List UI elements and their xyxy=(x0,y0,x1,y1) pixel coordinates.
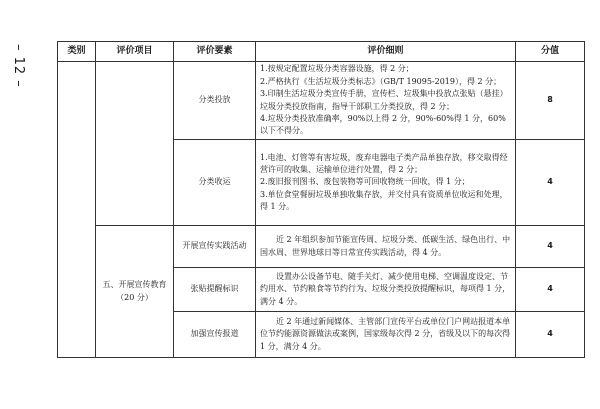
detail-line: 2.废旧报刊图书、废包装物等可回收物统一回收，得 1 分； xyxy=(260,177,470,187)
detail-line: 1.电池、灯管等有害垃圾，废弃电器电子类产品单独存放，移交取得经营许可的收集、运输单位进行处置，得 2 分； xyxy=(260,152,508,174)
header-score: 分值 xyxy=(516,42,585,62)
table-row xyxy=(58,226,585,268)
detail-cell xyxy=(256,62,516,140)
score-cell: 4 xyxy=(516,312,585,358)
item-cell: 五、开展宣传教育（20 分） xyxy=(96,226,174,358)
header-element: 评价要素 xyxy=(174,42,256,62)
element-cell: 张贴提醒标识 xyxy=(174,268,256,312)
detail-cell: 近 2 年通过新闻媒体、主管部门宣传平台或单位门户网站报道本单位节约能源资源做法或案例，国家级每次得 2 分，省级及以下的每次得 1 分，满分 4 分。 xyxy=(256,312,516,358)
page-number: – 12 – xyxy=(11,44,26,88)
detail-cell xyxy=(256,140,516,226)
detail-line: 4.垃圾分类投放准确率，90%以上得 2 分，90%-60%得 1 分，60%以下不得分。 xyxy=(260,113,506,136)
score-cell: 4 xyxy=(516,268,585,312)
header-row xyxy=(58,42,585,62)
evaluation-table xyxy=(57,41,585,358)
detail-cell: 设置办公设备节电、随手关灯、减少使用电梯、空调温度设定、节约用水、节约粮食等节约行为、垃圾分类投放提醒标识，每项得 1 分，满分 4 分。 xyxy=(256,268,516,312)
item-cell-empty xyxy=(96,62,174,226)
element-cell: 加强宣传报道 xyxy=(174,312,256,358)
score-cell: 8 xyxy=(516,62,585,140)
score-cell: 4 xyxy=(516,226,585,268)
table-row xyxy=(58,62,585,140)
detail-line: 1.按规定配置垃圾分类容器设施，得 2 分； xyxy=(260,64,414,74)
category-cell xyxy=(58,62,96,358)
header-item: 评价项目 xyxy=(96,42,174,62)
detail-cell: 近 2 年组织参加节能宣传周、垃圾分类、低碳生活、绿色出行、中国水周、世界地球日等日常宣传实践活动，得 4 分。 xyxy=(256,226,516,268)
detail-line: 2.严格执行《生活垃圾分类标志》（GB/T 19095-2019），得 2 分； xyxy=(260,76,502,86)
element-cell: 分类收运 xyxy=(174,140,256,226)
element-cell: 开展宣传实践活动 xyxy=(174,226,256,268)
header-category: 类别 xyxy=(58,42,96,62)
header-detail: 评价细则 xyxy=(256,42,516,62)
score-cell: 4 xyxy=(516,140,585,226)
detail-line: 3.单位食堂餐厨垃圾单独收集存放，并交付具有资质单位收运和处理，得 1 分。 xyxy=(260,189,508,212)
detail-line: 3.印制生活垃圾分类宣传手册，宣传栏、垃圾集中投放点张贴（悬挂）垃圾分类投放指南，指导干部职工分类投放，得 2 分； xyxy=(260,89,508,111)
element-cell: 分类投放 xyxy=(174,62,256,140)
